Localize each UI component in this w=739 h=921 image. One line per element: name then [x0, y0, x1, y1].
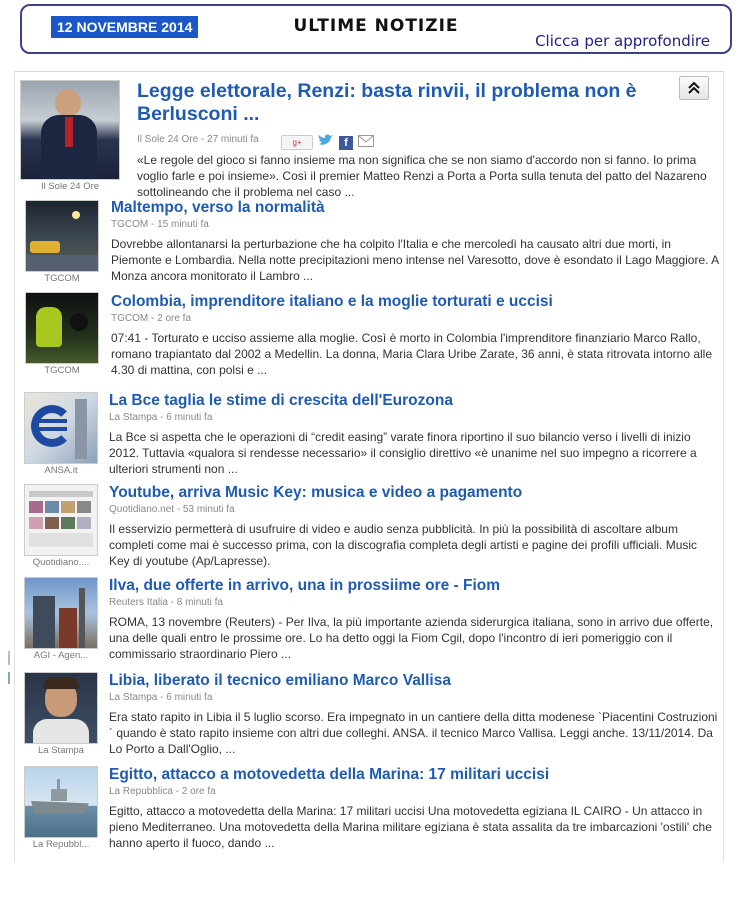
news-item — [15, 670, 723, 762]
news-thumbnail[interactable] — [20, 80, 120, 180]
news-meta: TGCOM - 2 ore fa — [111, 313, 192, 324]
news-meta: Il Sole 24 Ore - 27 minuti fa — [137, 134, 259, 145]
scroll-marker — [8, 651, 10, 665]
news-title[interactable]: Youtube, arriva Music Key: musica e video a pagamento — [109, 484, 523, 501]
news-meta: La Stampa - 6 minuti fa — [109, 412, 213, 423]
news-title[interactable]: Maltempo, verso la normalità — [111, 199, 325, 216]
news-snippet: Egitto, attacco a motovedetta della Marina: 17 militari uccisi Una motovedetta egiziana IL CAIRO - Un attacco in pieno Mediterraneo. Una motovedetta della Marina militare egiziana è stata assalita da tre imbarcazioni 'ostili' che hanno aperto il fuoco, dando ... — [109, 804, 712, 850]
news-snippet: Dovrebbe allontanarsi la perturbazione che ha colpito l'Italia e che mercoledì ha causato altri due morti, in Piemonte e Lombardia. Nella notte precipitazioni meno intense nel Varesotto, dove è esondato il Lago Maggiore. A Monza ancora monitorato il Lambro ... — [111, 237, 719, 283]
header-banner — [20, 4, 732, 54]
news-item — [15, 290, 723, 386]
share-bar — [281, 133, 374, 152]
news-snippet: La Bce si aspetta che le operazioni di “credit easing” varate finora riportino il suo bilancio verso i livelli di inizio 2012. Tuttavia «qualora si rendesse necessario» il consiglio direttivo «è unanime nel suo impegno a ricorrere a ulteriori strumenti non ... — [109, 430, 697, 476]
news-meta: TGCOM - 15 minuti fa — [111, 219, 209, 230]
news-thumbnail[interactable] — [25, 200, 99, 272]
more-info-link[interactable]: Clicca per approfondire — [535, 32, 710, 50]
news-meta: La Repubblica - 2 ore fa — [109, 786, 216, 797]
google-plus-icon[interactable]: g+ — [281, 135, 313, 150]
news-title[interactable]: Egitto, attacco a motovedetta della Marina: 17 militari uccisi — [109, 766, 550, 783]
news-item — [15, 482, 723, 574]
news-meta: Quotidiano.net - 53 minuti fa — [109, 504, 235, 515]
news-thumbnail[interactable] — [24, 577, 98, 649]
news-item — [15, 198, 723, 288]
news-source-label: AGI - Agen... — [33, 650, 89, 661]
news-item — [15, 575, 723, 669]
news-meta: La Stampa - 6 minuti fa — [109, 692, 213, 703]
news-snippet: 07:41 - Torturato e ucciso assieme alla moglie. Così è morto in Colombia l'imprenditore finanziario Marco Rallo, romano trapiantato dal 2002 a Medellin. La donna, Maria Clara Uribe Zarate, 36 anni, è stata ritrovata intorno alle 4.30 di mattina, con polsi e ... — [111, 331, 713, 377]
news-panel — [14, 71, 724, 862]
news-snippet: Il esservizio permetterà di usufruire di video e audio senza pubblicità. In più la possibilità di ascoltare album completi come mai è successo prima, con la discografia completa degli artisti e pagine dei profili ufficiali. Music Key di youtube (Ap/Lapresse). — [109, 522, 698, 568]
news-source-label: La Repubbl... — [32, 839, 90, 850]
email-icon[interactable] — [358, 134, 374, 152]
news-source-label: Quotidiano.... — [32, 557, 90, 568]
news-thumbnail[interactable] — [24, 766, 98, 838]
twitter-icon[interactable] — [318, 133, 334, 152]
news-source-label: ANSA.it — [44, 465, 78, 476]
news-title[interactable]: Colombia, imprenditore italiano e la moglie torturati e uccisi — [111, 293, 553, 310]
news-snippet: Era stato rapito in Libia il 5 luglio scorso. Era impegnato in un cantiere della ditta modenese `Piacentini Costruzioni´ quando è stato rapito insieme con altri due colleghi. ANSA. il tecnico Marco Vallisa. Leggi anche. 13/11/2014. Da Lo Porto a Dall'Oglio, ... — [109, 710, 718, 756]
news-thumbnail[interactable] — [25, 292, 99, 364]
news-title[interactable]: Ilva, due offerte in arrivo, una in prossiime ore - Fiom — [109, 577, 501, 594]
news-title[interactable]: Libia, liberato il tecnico emiliano Marco Vallisa — [109, 672, 451, 689]
news-snippet: «Le regole del gioco si fanno insieme ma non significa che se non siamo d'accordo non si fanno. Io prima voglio farle e poi insieme». Così il premier Matteo Renzi a Porta a Porta sulla tenuta del patto del Nazareno sottolineando che il problema nel caso ... — [137, 153, 707, 199]
news-thumbnail[interactable] — [24, 672, 98, 744]
date-badge: 12 NOVEMBRE 2014 — [51, 16, 198, 38]
news-thumbnail[interactable] — [24, 392, 98, 464]
news-source-label: TGCOM — [44, 273, 80, 284]
page-title: ULTIME NOTIZIE — [293, 16, 459, 36]
news-item — [15, 78, 723, 199]
scroll-marker — [8, 672, 10, 684]
news-source-label: La Stampa — [38, 745, 84, 756]
news-item — [15, 390, 723, 480]
news-snippet: ROMA, 13 novembre (Reuters) - Per Ilva, la più importante azienda siderurgica italiana, sono in arrivo due offerte, una delle quali entro le prossime ore. Lo ha detto oggi la Fiom Cgil, dopo l'incontro di ieri pomeriggio con il commissario straordinario Piero ... — [109, 615, 714, 661]
news-title[interactable]: La Bce taglia le stime di crescita dell'Eurozona — [109, 392, 453, 409]
news-item — [15, 764, 723, 856]
facebook-icon[interactable]: f — [339, 136, 353, 150]
news-source-label: Il Sole 24 Ore — [40, 181, 100, 192]
news-source-label: TGCOM — [44, 365, 80, 376]
news-title[interactable]: Legge elettorale, Renzi: basta rinvii, il problema non è Berlusconi ... — [137, 80, 637, 125]
news-meta: Reuters Italia - 8 minuti fa — [109, 597, 223, 608]
news-thumbnail[interactable] — [24, 484, 98, 556]
